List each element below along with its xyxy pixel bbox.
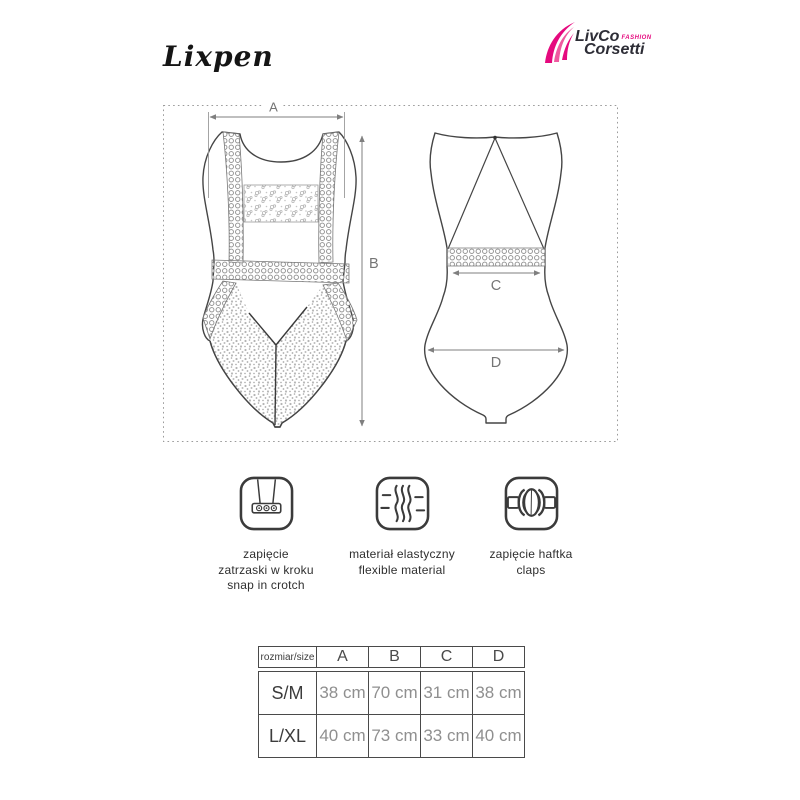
front-view-drawing <box>202 132 357 427</box>
brand-logo <box>543 20 652 64</box>
back-strap-apex-dot <box>493 136 497 140</box>
size-table-header-cell: A <box>317 647 369 668</box>
dimension-d-label: D <box>490 355 502 371</box>
size-value-cell: 70 cm <box>369 672 421 715</box>
feature-caption <box>332 547 472 578</box>
size-table-header-row <box>259 647 525 668</box>
size-table-header <box>258 646 525 668</box>
size-table-header-cell: C <box>421 647 473 668</box>
feature-caption-line: zapięcie <box>243 547 289 561</box>
size-label-cell: L/XL <box>259 715 317 758</box>
dimension-a-label: A <box>269 99 278 115</box>
size-value-cell: 40 cm <box>317 715 369 758</box>
size-value-cell: 31 cm <box>421 672 473 715</box>
feature-caption <box>461 547 601 578</box>
feature-caption <box>196 547 336 594</box>
snap-crotch-icon <box>238 475 295 532</box>
elastic-material-icon <box>374 475 431 532</box>
size-value-cell: 33 cm <box>421 715 473 758</box>
feature-elastic-material <box>332 475 472 578</box>
feature-caption-line: claps <box>516 562 546 577</box>
brand-name-top: LivCo <box>575 28 620 45</box>
brand-logo-text <box>575 29 652 58</box>
size-table-header-cell: rozmiar/size <box>259 647 317 668</box>
feature-caption-line: zapięcie haftka <box>489 547 573 561</box>
size-value-cell: 38 cm <box>317 672 369 715</box>
dimension-c-label: C <box>490 278 502 294</box>
size-table-header-cell: D <box>473 647 525 668</box>
feature-caption-line: snap in crotch <box>227 578 305 593</box>
front-waist-band <box>212 260 349 283</box>
front-chest-lace-panel <box>244 185 318 222</box>
brand-fashion-label: FASHION <box>621 35 652 41</box>
size-diagram <box>163 95 618 442</box>
product-title: Lixpen <box>163 40 274 73</box>
feature-caption-line: flexible material <box>358 562 446 577</box>
feature-caption-line: materiał elastyczny <box>349 547 455 561</box>
size-table-row <box>259 672 525 715</box>
feature-caption-line: zatrzaski w kroku <box>218 562 314 577</box>
size-value-cell: 73 cm <box>369 715 421 758</box>
size-table-body <box>258 671 525 758</box>
size-table-header-cell: B <box>369 647 421 668</box>
hook-clasp-icon <box>503 475 560 532</box>
brand-wing-icon <box>543 20 576 64</box>
size-table <box>258 646 525 758</box>
feature-snap-crotch <box>196 475 336 594</box>
size-value-cell: 38 cm <box>473 672 525 715</box>
size-value-cell: 40 cm <box>473 715 525 758</box>
size-table-row <box>259 715 525 758</box>
size-label-cell: S/M <box>259 672 317 715</box>
back-waist-band <box>447 248 545 266</box>
brand-name-bottom: Corsetti <box>584 41 645 58</box>
feature-hook-clasp <box>461 475 601 578</box>
dimension-b-label: B <box>369 256 379 272</box>
